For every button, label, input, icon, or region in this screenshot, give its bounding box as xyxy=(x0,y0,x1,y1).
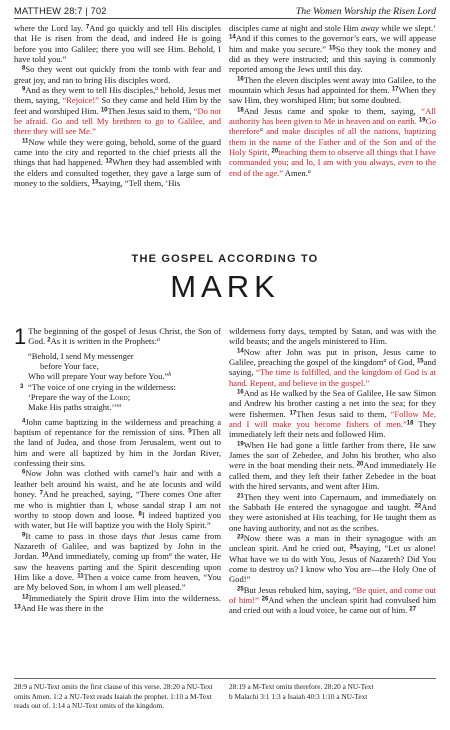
verse-paragraph: $^4$John came baptizing in the wilderness and preaching a baptism of repentance for the remission of sins. $^5$Then all the land of Judea, and those from Jerusalem, went out to him and were all baptized by him in the Jordan River, confessing their sins. xyxy=(14,416,221,469)
verse-paragraph: $^{18}$And Jesus came and spoke to them, saying, “All authority has been given to Me in heaven and on earth. $^{19}$Go therefore$^a$ and make disciples of all the nations, baptizing them in the name of the Father and of the Son and of the Holy Spirit, $^{20}$teaching them to observe all things that I have commanded you; and lo, I am with you always, even to the end of the age.” Amen.$^a$ xyxy=(229,105,436,178)
verse-paragraph: $^{16}$And as He walked by the Sea of Galilee, He saw Simon and Andrew his brother casting a net into the sea; for they were fishermen. $^{17}$Then Jesus said to them, “Follow Me, and I will make you become fishers of men.”$^{18}$ They immediately left their nets and followed Him. xyxy=(229,388,436,440)
matthew-left-column xyxy=(14,23,221,239)
verse-paragraph: $^{25}$But Jesus rebuked him, saying, “Be quiet, and come out of him!” $^{26}$And when the unclean spirit had convulsed him and cried out with a loud voice, he came out of him. $^{27}$ xyxy=(229,584,436,616)
quotation-poetry: “Behold, I send My messenger before Your face, Who will prepare Your way before You.”$^b$ 3 “The voice of one crying in the wilderness: ‘Prepare the way of the Lord; Make His paths straight.’”$^a$ xyxy=(20,350,176,413)
matthew-text xyxy=(14,23,436,239)
running-header xyxy=(14,5,436,19)
verse-paragraph: $^6$Now John was clothed with camel’s hair and with a leather belt around his waist, and he ate locusts and wild honey. $^7$And he preached, saying, “There comes One after me who is mightier than I, whose sandal strap I am not worthy to stoop down and loose. $^8$I indeed baptized you with water, but He will baptize you with the Holy Spirit.” xyxy=(14,468,222,531)
verse-paragraph: $^8$So they went out quickly from the tomb with fear and great joy, and ran to bring His disciples word. xyxy=(14,64,221,85)
footnote-line: b Malachi 3:1 1:3 a Isaiah 40:3 1:10 a NU-Text xyxy=(229,691,368,701)
verse-paragraph: $^{16}$Then the eleven disciples went away into Galilee, to the mountain which Jesus had appointed for them. $^{17}$When they saw Him, they worshiped Him; but some doubted. xyxy=(229,74,436,106)
book-title xyxy=(14,253,436,304)
chapter-number: 1 xyxy=(14,326,27,349)
verse-paragraph: $^{19}$When He had gone a little farther from there, He saw James the son of Zebedee, and John his brother, who also were in the boat mending their nets. $^{20}$And immediately He called them, and they left their father Zebedee in the boat with the hired servants, and went after Him. xyxy=(229,439,436,492)
verse-paragraph: 1 The beginning of the gospel of Jesus Christ, the Son of God. $^2$As it is written in the Prophets:$^a$ xyxy=(14,326,221,349)
matthew-right-column xyxy=(229,23,436,239)
verse-paragraph: $^{11}$Now while they were going, behold, some of the guard came into the city and reported to the chief priests all the things that had happened. $^{12}$When they had assembled with the elders and consulted together, they gave a large sum of money to the soldiers, $^{13}$saying, “Tell them, ‘His xyxy=(14,136,222,189)
footnote-line: 28:19 a M-Text omits therefore. 28:20 a NU-Text xyxy=(229,682,374,691)
section-heading: The Women Worship the Risen Lord xyxy=(295,6,436,17)
mark-left-column xyxy=(14,326,221,701)
book-title-subheading: THE GOSPEL ACCORDING TO xyxy=(131,253,319,265)
verse-paragraph: $^{21}$Then they went into Capernaum, and immediately on the Sabbath He entered the synagogue and taught. $^{22}$And they were astonished at His teaching, for He taught them as one having authority, and not as the scribes. xyxy=(229,491,436,533)
verse-paragraph: $^{14}$Now after John was put in prison, Jesus came to Galilee, preaching the gospel of the kingdom$^a$ of God, $^{15}$and saying, “The time is fulfilled, and the kingdom of God is at hand. Repent, and believe in the gospel.” xyxy=(229,346,436,388)
book-title-name: MARK xyxy=(170,269,280,304)
footnote-line: 28:9 a NU-Text omits the first clause of this verse. 28:20 a NU-Text xyxy=(14,682,213,691)
verse-paragraph: $^{23}$Now there was a man in their synagogue with an unclean spirit. And he cried out, $^{24}$saying, “Let us alone! What have we to do with You, Jesus of Nazareth? Did You come to destroy us? I know who You are—the Holy One of God!” xyxy=(229,532,436,585)
footnotes-right xyxy=(229,682,436,711)
footnotes xyxy=(14,678,436,711)
verse-paragraph: disciples came at night and stole Him away while we slept.’ $^{14}$And if this comes to the governor’s ears, we will appease him and make you secure.” $^{15}$So they took the money and did as they were instructed; and this saying is commonly reported among the Jews until this day. xyxy=(229,23,436,75)
mark-text xyxy=(14,326,436,701)
verse-paragraph: $^9$And as they went to tell His disciples,$^a$ behold, Jesus met them, saying, “Rejoice!” So they came and held Him by the feet and worshiped Him. $^{10}$Then Jesus said to them, “Do not be afraid. Go and tell My brethren to go to Galilee, and there they will see Me.” xyxy=(14,85,221,137)
verse-paragraph: $^9$It came to pass in those days that Jesus came from Nazareth of Galilee, and was baptized by John in the Jordan. $^{10}$And immediately, coming up from$^a$ the water, He saw the heavens parting and the Spirit descending upon Him like a dove. $^{11}$Then a voice came from heaven, “You are My beloved Son, in whom I am well pleased.” xyxy=(14,530,221,593)
mark-right-column xyxy=(229,326,436,701)
footnotes-left xyxy=(14,682,221,711)
verse-paragraph: where the Lord lay. $^7$And go quickly and tell His disciples that He is risen from the dead, and indeed He is going before you into Galilee; there you will see Him. Behold, I have told you.” xyxy=(14,23,221,65)
verse-paragraph: wilderness forty days, tempted by Satan, and was with the wild beasts; and the angels ministered to Him. xyxy=(229,326,436,347)
verse-paragraph: $^{12}$Immediately the Spirit drove Him into the wilderness. $^{13}$And He was there in the xyxy=(14,592,221,613)
footnote-line: reads out of. 1:14 a NU-Text omits of the kingdom. xyxy=(14,701,165,710)
footnote-line: omits Amen. 1:2 a NU-Text reads Isaiah the prophet. 1:10 a M-Text xyxy=(14,691,212,701)
page-reference: MATTHEW 28:7 | 702 xyxy=(14,6,107,16)
